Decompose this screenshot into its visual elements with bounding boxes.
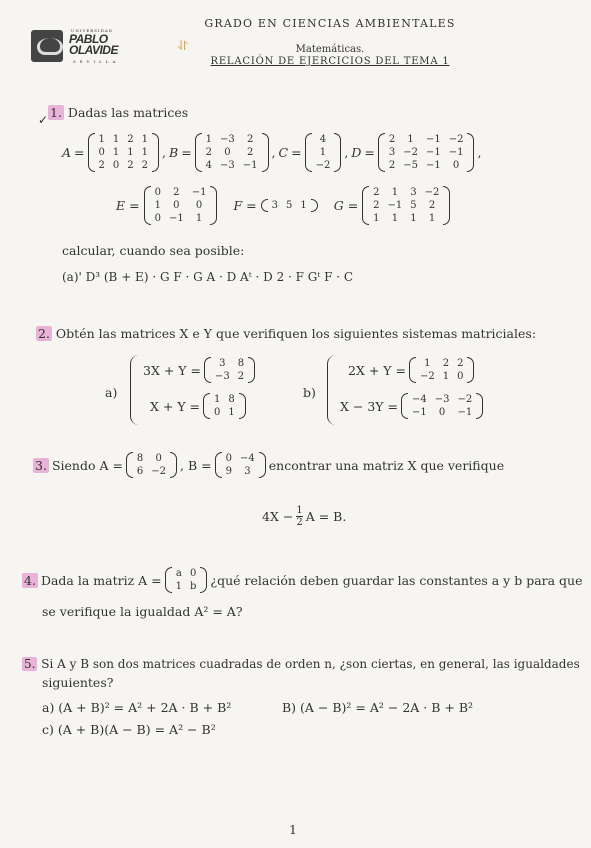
fraction: $\frac{1}{2}$ — [296, 505, 303, 528]
system-b-eq1: 2X + Y = 1 2 2 −2 1 0 — [348, 357, 474, 383]
exercise-2-intro: 2. Obtén las matrices X e Y que verifiquen los siguientes sistemas matriciales: — [38, 326, 537, 341]
matrix — [401, 393, 483, 419]
exercise-3-statement: 3. Siendo A = 8 0 6 −2 , B = 0 −4 9 3 encontrar una matriz X que verifique — [35, 453, 505, 477]
matrix-entry: 1 — [195, 213, 203, 224]
matrix-entry: 1 — [127, 147, 134, 158]
exercise-number: 3. — [35, 457, 47, 473]
matrix-entry: 8 — [136, 453, 144, 464]
matrix-entry: 1 — [410, 213, 417, 224]
matrix-entry: −2 — [424, 187, 440, 198]
exercise-number: 1. — [50, 105, 62, 120]
matrix-entry: 1 — [424, 358, 431, 369]
matrix-entry: 1 — [112, 134, 120, 145]
logo-top-text: UNIVERSIDAD — [71, 28, 113, 33]
matrix-entry: 6 — [136, 466, 144, 477]
matrix-entry: −1 — [411, 407, 427, 418]
matrix-entry: −4 — [240, 453, 255, 464]
matrix-C — [305, 133, 342, 172]
matrix-F — [261, 199, 318, 212]
matrix-entry: 1 — [373, 213, 380, 224]
matrix-entry: 2 — [205, 147, 213, 158]
matrix-entry: 2 — [246, 134, 254, 145]
matrix-G — [362, 186, 450, 225]
matrix-entry: 2 — [246, 147, 254, 158]
matrix-E — [144, 186, 218, 225]
matrix-entry: 0 — [155, 453, 162, 464]
system-b-brace — [327, 355, 336, 425]
matrix-entry: 4 — [205, 160, 213, 171]
check-mark-icon: ✓ — [38, 113, 49, 127]
matrix-entry: 2 — [98, 160, 105, 171]
exercise-1-operations: (a)' D³ (B + E) · G F · G A · D Aᵗ · D 2 · F Gᵗ F · C — [62, 270, 354, 284]
matrix-B — [195, 133, 269, 172]
exercise-5-a: a) (A + B)² = A² + 2A · B + B² — [42, 700, 232, 715]
matrix-entry: 0 — [98, 147, 105, 158]
matrix-entry: 2 — [442, 358, 450, 369]
matrices-row-2: E = 0 2 −1 1 0 0 0 −1 1 F = 3 5 1 G = 2 1 3 −2 2 −1 5 2 1 1 1 1 — [116, 186, 450, 225]
matrix-entry: 5 — [410, 200, 417, 211]
matrix-entry: 1 — [141, 134, 149, 145]
matrix-entry: 0 — [457, 371, 464, 382]
matrix-entry: b — [189, 581, 197, 592]
matrix-entry: 2 — [428, 200, 436, 211]
exercise-5-b: B) (A − B)² = A² − 2A · B + B² — [282, 700, 474, 715]
exercise-1-intro: 1. Dadas las matrices — [50, 105, 189, 120]
system-a-brace — [130, 355, 139, 425]
matrix-entry: 3 — [388, 147, 396, 158]
exercise-number: 4. — [24, 572, 36, 588]
matrix — [409, 357, 475, 383]
logo-emblem-icon — [31, 30, 63, 62]
matrix-entry: 0 — [154, 187, 161, 198]
subject-title: Matemáticas. — [295, 44, 365, 55]
matrix-entry: −2 — [457, 394, 473, 405]
matrix-entry: −2 — [151, 466, 167, 477]
matrix-entry: a — [175, 568, 182, 579]
matrix-entry: 1 — [154, 200, 161, 211]
matrix-entry: 8 — [228, 394, 235, 405]
matrices-row-1: A = 1 1 2 1 0 1 1 1 2 0 2 2 , B = 1 −3 2 2 0 2 4 −3 −1 , C = 4 1 −2 , D = 2 1 −1 −2 3 −2 −1 −1 2 −5 −1 0 , — [62, 134, 482, 171]
system-a-label: a) — [105, 385, 118, 400]
matrix-B — [215, 452, 266, 478]
matrix-entry: −1 — [425, 134, 441, 145]
matrix-entry: 2 — [373, 200, 380, 211]
matrix — [204, 357, 255, 383]
matrix-entry: 0 — [214, 407, 221, 418]
matrix-entry: −3 — [220, 160, 235, 171]
matrix-entry: 3 — [271, 200, 278, 211]
exercise-number: 2. — [38, 326, 50, 341]
exercise-number: 5. — [24, 657, 36, 671]
matrix-entry: 2 — [237, 371, 245, 382]
matrix-entry: 4 — [319, 134, 327, 145]
matrix-entry: −4 — [411, 394, 427, 405]
matrix-entry: 9 — [225, 466, 233, 477]
matrix-entry: −3 — [434, 394, 450, 405]
matrix-entry: 0 — [224, 147, 231, 158]
matrix-entry: 8 — [237, 358, 245, 369]
matrix-entry: 0 — [195, 200, 203, 211]
logo-name: PABLO OLAVIDE — [69, 32, 118, 57]
matrix-entry: −1 — [457, 407, 473, 418]
matrix-entry: 2 — [127, 160, 134, 171]
matrix-entry: 1 — [112, 147, 120, 158]
matrix-entry: 1 — [214, 394, 221, 405]
course-title: GRADO EN CIENCIAS AMBIENTALES — [204, 17, 456, 30]
matrix — [203, 393, 246, 419]
matrix-entry: 0 — [452, 160, 460, 171]
matrix-entry: 2 — [127, 134, 134, 145]
exercise-1-calc: calcular, cuando sea posible: — [62, 243, 245, 258]
matrix-entry: −2 — [448, 134, 464, 145]
matrix-entry: −1 — [387, 200, 403, 211]
matrix-entry: 1 — [428, 213, 436, 224]
matrix-entry: 1 — [205, 134, 213, 145]
matrix-entry: 1 — [300, 200, 307, 211]
matrix-A — [165, 567, 208, 593]
matrix-entry: 0 — [225, 453, 233, 464]
matrix-entry: 0 — [154, 213, 161, 224]
matrix-entry: −1 — [168, 213, 184, 224]
exercise-5-line1: 5. Si A y B son dos matrices cuadradas de orden n, ¿son ciertas, en general, las igualdades — [24, 657, 580, 671]
sheet-title: RELACIÓN DE EJERCICIOS DEL TEMA 1 — [210, 56, 450, 67]
system-b-label: b) — [303, 385, 316, 400]
page-number: 1 — [289, 822, 297, 837]
handwritten-mark-icon: ⥯ — [178, 38, 188, 53]
matrix-A — [126, 452, 177, 478]
university-logo — [31, 28, 141, 68]
matrix-entry: −1 — [191, 187, 207, 198]
exercise-5-line2: siguientes? — [42, 675, 114, 690]
matrix-entry: 0 — [190, 568, 197, 579]
exercise-3-equation: 4X − $\frac{1}{2}$ A = B. — [262, 505, 347, 528]
matrix-entry: 2 — [373, 187, 380, 198]
exercise-4-line2: se verifique la igualdad A² = A? — [42, 604, 243, 619]
matrix-entry: 2 — [141, 160, 149, 171]
matrix-entry: −3 — [214, 371, 230, 382]
matrix-entry: 3 — [410, 187, 417, 198]
matrix-entry: −2 — [419, 371, 435, 382]
matrix-entry: 1 — [98, 134, 105, 145]
exercise-4-statement: 4. Dada la matriz A = a 0 1 b ¿qué relación deben guardar las constantes a y b para que — [24, 568, 583, 592]
logo-sub-text: SEVILLA — [73, 59, 120, 64]
matrix-A — [88, 133, 160, 172]
matrix-entry: 1 — [391, 213, 399, 224]
matrix-entry: 1 — [228, 407, 235, 418]
matrix-entry: 2 — [457, 358, 464, 369]
matrix-entry: 0 — [438, 407, 446, 418]
matrix-entry: −1 — [242, 160, 258, 171]
matrix-entry: 1 — [141, 147, 149, 158]
matrix-entry: 3 — [244, 466, 251, 477]
matrix-entry: 0 — [173, 200, 180, 211]
matrix-entry: −3 — [220, 134, 235, 145]
matrix-entry: 1 — [319, 147, 327, 158]
matrix-entry: −1 — [425, 160, 441, 171]
matrix-entry: 3 — [219, 358, 226, 369]
matrix-entry: 1 — [175, 581, 182, 592]
matrix-entry: 1 — [391, 187, 399, 198]
matrix-entry: 1 — [407, 134, 414, 145]
matrix-entry: −5 — [403, 160, 418, 171]
matrix-entry: 2 — [388, 160, 396, 171]
system-a-eq2: X + Y = 1 8 0 1 — [150, 393, 246, 419]
matrix-entry: −2 — [315, 160, 331, 171]
matrix-entry: 0 — [112, 160, 120, 171]
matrix-entry: −1 — [448, 147, 464, 158]
system-a-eq1: 3X + Y = 3 8 −3 2 — [143, 357, 255, 383]
matrix-D — [378, 133, 475, 172]
matrix-entry: −2 — [403, 147, 418, 158]
exercise-5-c: c) (A + B)(A − B) = A² − B² — [42, 722, 216, 737]
matrix-entry: 2 — [173, 187, 180, 198]
matrix-entry: 1 — [442, 371, 450, 382]
matrix-entry: −1 — [425, 147, 441, 158]
system-b-eq2: X − 3Y = −4 −3 −2 −1 0 −1 — [340, 393, 483, 419]
matrix-entry: 2 — [388, 134, 396, 145]
matrix-entry: 5 — [285, 200, 293, 211]
